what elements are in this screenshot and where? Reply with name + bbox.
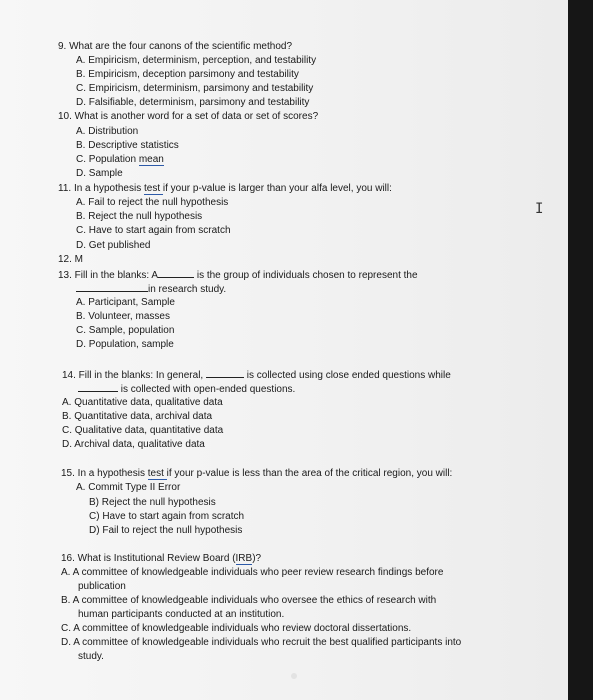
question-13-stem: 13. Fill in the blanks: A is the group of individuals chosen to represent the (58, 270, 418, 281)
question-14-option-a: A. Quantitative data, qualitative data (62, 397, 223, 408)
text-cursor-icon: I (535, 201, 544, 217)
question-11-stem: 11. In a hypothesis test if your p-value is larger than your alfa level, you will: (58, 183, 392, 194)
question-15-option-d: D) Fail to reject the null hypothesis (89, 525, 243, 536)
question-13-option-c: C. Sample, population (76, 325, 175, 336)
question-12-stem: 12. M (58, 254, 84, 265)
question-10-option-b: B. Descriptive statistics (76, 140, 179, 151)
question-13-line-2: in research study. (76, 282, 226, 296)
question-15-stem: 15. In a hypothesis test if your p-value is less than the area of the critical region, you will: (61, 468, 453, 479)
question-14-line-2: is collected with open-ended questions. (78, 382, 295, 396)
question-11-option-d: D. Get published (76, 240, 151, 251)
question-11-option-c: C. Have to start again from scratch (76, 225, 231, 236)
question-15-option-b: B) Reject the null hypothesis (89, 497, 216, 508)
question-15-option-c: C) Have to start again from scratch (89, 511, 245, 522)
question-16-option-b: B. A committee of knowledgeable individuals who oversee the ethics of research with (61, 595, 437, 606)
question-9-option-d: D. Falsifiable, determinism, parsimony and testability (76, 97, 310, 108)
question-14-option-d: D. Archival data, qualitative data (62, 439, 205, 450)
question-10-option-a: A. Distribution (76, 126, 139, 137)
question-9-option-c: C. Empiricism, determinism, parsimony and testability (76, 83, 314, 94)
question-10-stem: 10. What is another word for a set of data or set of scores? (58, 111, 319, 122)
question-16-option-c: C. A committee of knowledgeable individuals who review doctoral dissertations. (61, 623, 412, 634)
dark-page-edge (568, 0, 593, 700)
question-13-option-b: B. Volunteer, masses (76, 311, 170, 322)
irb-link[interactable]: IRB (235, 553, 253, 564)
question-14-stem: 14. Fill in the blanks: In general, is collected using close ended questions while (62, 370, 451, 381)
question-16-option-b-continuation: human participants conducted at an institution. (78, 609, 285, 620)
question-9-option-a: A. Empiricism, determinism, perception, and testability (76, 55, 317, 66)
mean-link[interactable]: mean (138, 154, 164, 165)
blank-3 (206, 368, 244, 378)
question-13-option-a: A. Participant, Sample (76, 297, 175, 308)
blank-4 (78, 382, 118, 392)
question-16-option-d: D. A committee of knowledgeable individuals who recruit the best qualified participants into (61, 637, 462, 648)
question-9-stem: 9. What are the four canons of the scientific method? (58, 41, 293, 52)
question-14-option-b: B. Quantitative data, archival data (62, 411, 213, 422)
question-10-option-c: C. Population mean (76, 154, 164, 165)
test-link[interactable]: test (143, 183, 163, 194)
question-11-option-b: B. Reject the null hypothesis (76, 211, 203, 222)
question-16-option-a-continuation: publication (78, 581, 126, 592)
question-9-option-b: B. Empiricism, deception parsimony and testability (76, 69, 299, 80)
question-16-option-d-continuation: study. (78, 651, 104, 662)
question-13-option-d: D. Population, sample (76, 339, 174, 350)
blank-1 (158, 268, 194, 278)
question-14-option-c: C. Qualitative data, quantitative data (62, 425, 224, 436)
question-16-option-a: A. A committee of knowledgeable individuals who peer review research findings before (61, 567, 444, 578)
question-15-option-a: A. Commit Type II Error (76, 482, 181, 493)
blank-2 (76, 282, 148, 292)
question-10-option-d: D. Sample (76, 168, 123, 179)
page-smudge (291, 673, 297, 679)
question-16-stem: 16. What is Institutional Review Board (IRB)? (61, 553, 262, 564)
question-11-option-a: A. Fail to reject the null hypothesis (76, 197, 229, 208)
test-link[interactable]: test (147, 468, 167, 479)
